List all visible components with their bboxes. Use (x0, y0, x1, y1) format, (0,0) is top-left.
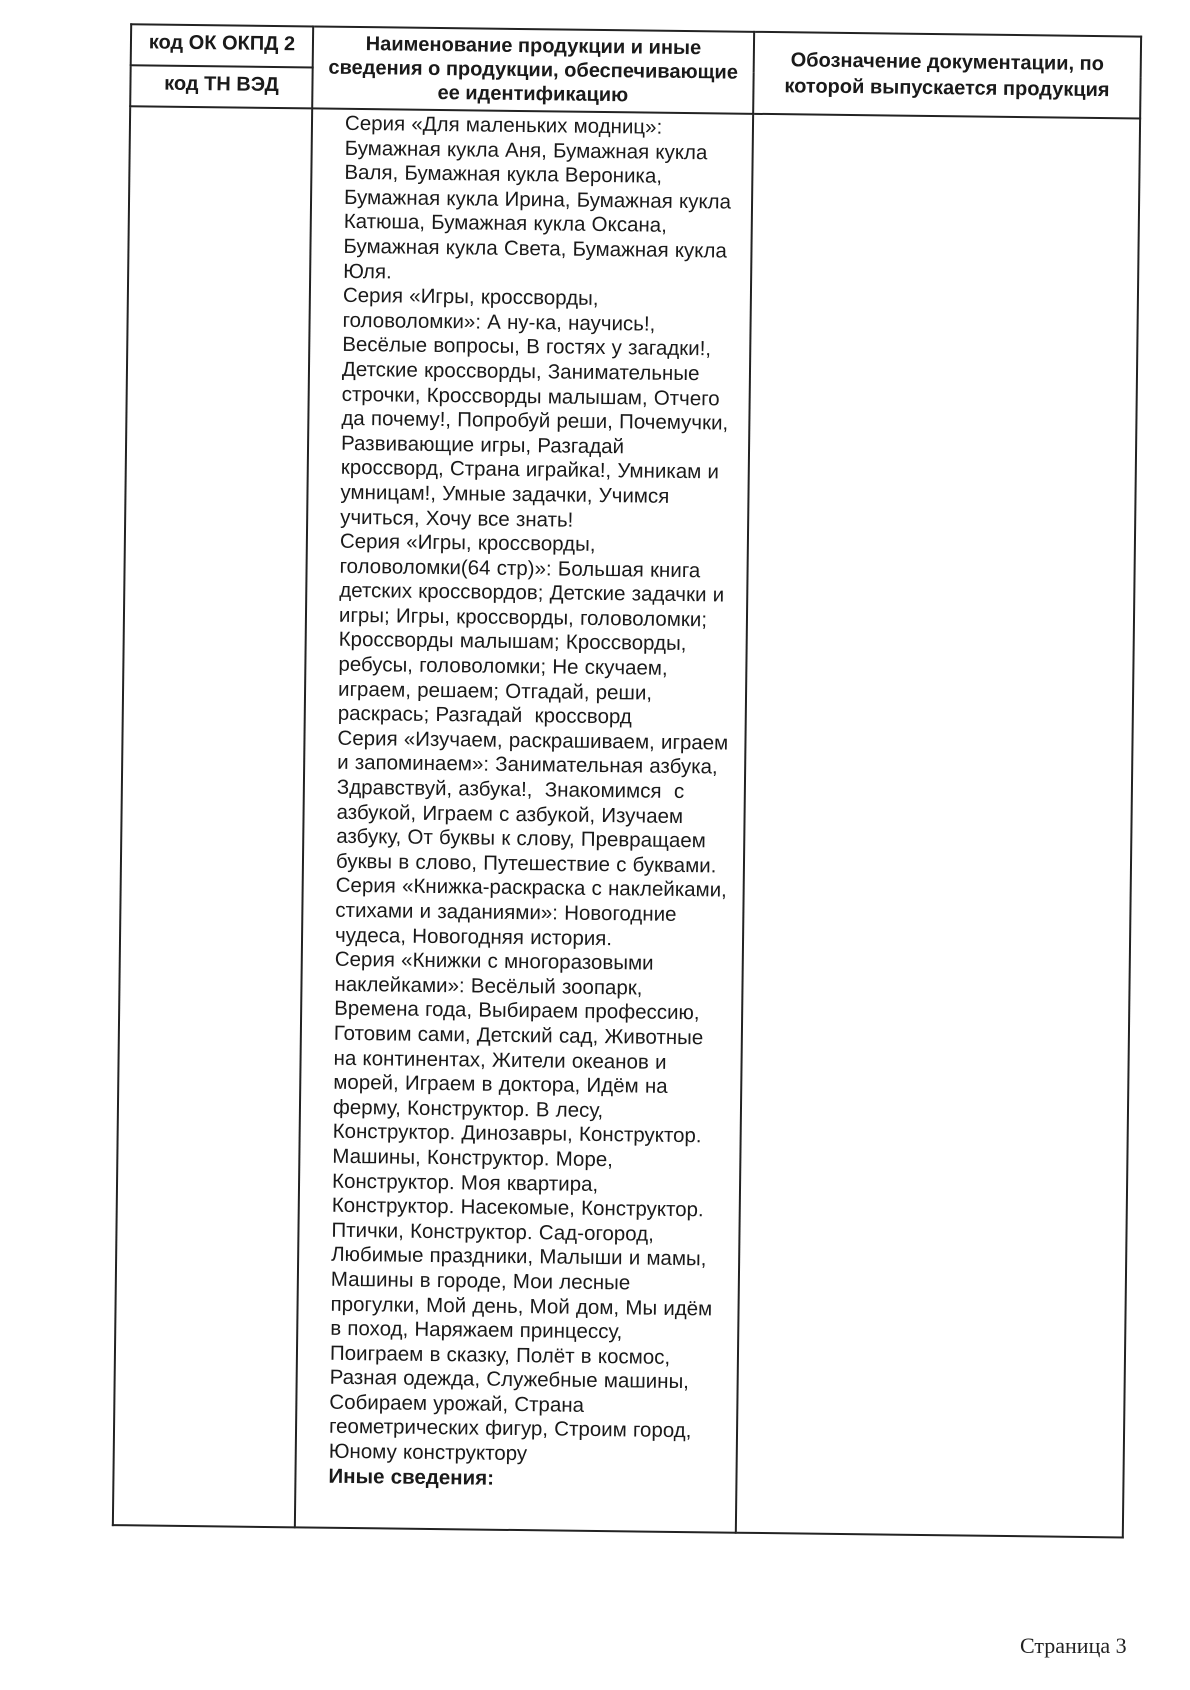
header-documentation: Обозначение документации, по которой выпускается продукция (753, 32, 1141, 119)
product-description-cell (295, 108, 753, 1532)
code-cell (113, 106, 312, 1527)
page-number: Страница 3 (1020, 1633, 1127, 1658)
product-description-text: Серия «Для маленьких модниц»: Бумажная кукла Аня, Бумажная кукла Валя, Бумажная кукла Вероника, Бумажная кукла Ирина, Бумажная кукла Катюша, Бумажная кукла Оксана, Бумажная кукла Света, Бумажная кукла Юля. Серия «Игры, кроссворды, головоломки»: А ну-ка, научись!, Весёлые вопросы, В гостях у загадки!, Детские кроссворды, Занимательные строчки, Кроссворды малышам, Отчего да почему!, Попробуй реши, Почемучки, Развивающие игры, Разгадай кроссворд, Страна играйка!, Умникам и умницам!, Умные задачки, Учимся учиться, Хочу все знать! Серия «Игры, кроссворды, головоломки(64 стр)»: Большая книга детских кроссвордов; Детские задачки и игры; Игры, кроссворды, головоломки; Кроссворды малышам; Кроссворды, ребусы, головоломки; Не скучаем, играем, решаем; Отгадай, реши, раскрась; Разгадай кроссворд Серия «Изучаем, раскрашиваем, играем и запоминаем»: Занимательная азбука, Здравствуй, азбука!, Знакомимся с азбукой, Играем с азбукой, Изучаем азбуку, От буквы к слову, Превращаем буквы в слово, Путешествие с буквами. Серия «Книжка-раскраска с наклейками, стихами и заданиями»: Новогодние чудеса, Новогодняя история. Серия «Книжки с многоразовыми наклейками»: Весёлый зоопарк, Времена года, Выбираем профессию, Готовим сами, Детский сад, Животные на континентах, Жители океанов и морей, Играем в доктора, Идём на ферму, Конструктор. В лесу, Конструктор. Динозавры, Конструктор. Машины, Конструктор. Море, Конструктор. Моя квартира, Конструктор. Насекомые, Конструктор. Птички, Конструктор. Сад-огород, Любимые праздники, Малыши и мамы, Машины в городе, Мои лесные прогулки, Мой день, Мой дом, Мы идём в поход, Наряжаем принцессу, Поиграем в сказку, Полёт в космос, Разная одежда, Служебные машины, Собираем урожай, Страна геометрических фигур, Строим город, Юному конструктору (328, 111, 732, 1466)
product-row (113, 106, 1140, 1537)
header-code-okpd: код ОК ОКПД 2 (131, 24, 313, 67)
header-code-tnved: код ТН ВЭД (130, 65, 312, 108)
documentation-cell (736, 114, 1140, 1538)
header-product-name: Наименование продукции и иные сведения о продукции, обеспечивающие ее идентификацию (312, 26, 754, 113)
other-info-label: Иные сведения: (328, 1464, 495, 1490)
product-table (112, 23, 1142, 1538)
